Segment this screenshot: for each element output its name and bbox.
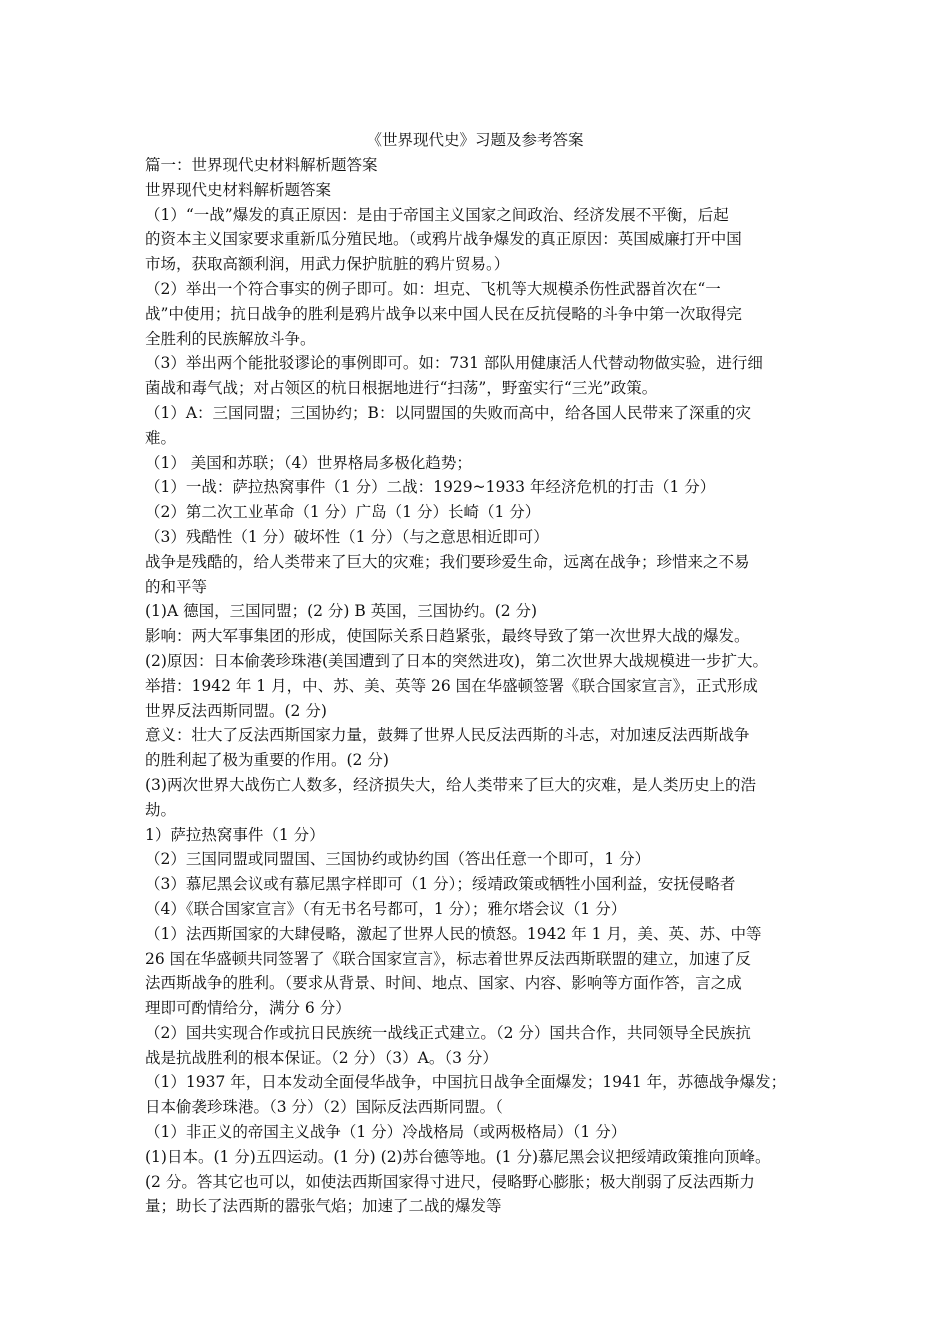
document-title: 《世界现代史》习题及参考答案 <box>366 131 584 149</box>
text-line: 26 国在华盛顿共同签署了《联合国家宣言》，标志着世界反法西斯联盟的建立，加速了反 <box>145 949 751 968</box>
text-line: 战”中使用；抗日战争的胜利是鸦片战争以来中国人民在反抗侵略的斗争中第一次取得完 <box>145 304 742 323</box>
text-line: 的和平等 <box>145 577 208 596</box>
text-line: （2）国共实现合作或抗日民族统一战线正式建立。（2 分）国共合作，共同领导全民族抗 <box>145 1023 751 1042</box>
text-line: （1）A：三国同盟；三国协约；B：以同盟国的失败而高中，给各国人民带来了深重的灾 <box>145 403 751 422</box>
text-line: 篇一：世界现代史材料解析题答案 <box>145 156 378 174</box>
text-line: （1）一战：萨拉热窝事件（1 分）二战：1929~1933 年经济危机的打击（1 分） <box>145 478 716 497</box>
text-line: (2)原因：日本偷袭珍珠港(美国遭到了日本的突然进攻)，第二次世界大战规模进一步扩大。 <box>145 651 769 670</box>
text-line: 世界反法西斯同盟。(2 分) <box>145 701 327 720</box>
text-line: 的资本主义国家要求重新瓜分殖民地。（或鸦片战争爆发的真正原因：英国威廉打开中国 <box>145 230 742 249</box>
text-line: 的胜利起了极为重要的作用。(2 分) <box>145 751 389 770</box>
text-line: 举措：1942 年 1 月，中、苏、美、英等 26 国在华盛顿签署《联合国家宣言》，正式形成 <box>145 676 758 695</box>
text-line: （1） 美国和苏联；（4）世界格局多极化趋势； <box>145 453 472 472</box>
text-line: (1)A 德国，三国同盟；(2 分) B 英国，三国协约。(2 分) <box>145 602 538 621</box>
text-line: 法西斯战争的胜利。（要求从背景、时间、地点、国家、内容、影响等方面作答，言之成 <box>145 974 742 993</box>
text-line: 劫。 <box>145 800 177 819</box>
text-line: （2）第二次工业革命（1 分）广岛（1 分）长崎（1 分） <box>145 503 541 522</box>
text-line: 战争是残酷的，给人类带来了巨大的灾难；我们要珍爱生命，远离在战争；珍惜来之不易 <box>145 552 750 571</box>
text-line: 1）萨拉热窝事件（1 分） <box>145 825 325 844</box>
text-line: （3）举出两个能批驳谬论的事例即可。如：731 部队用健康活人代替动物做实验，进行细 <box>145 354 763 373</box>
text-line: 理即可酌情给分，满分 6 分） <box>145 999 351 1018</box>
text-line: （4）《联合国家宣言》（有无书名号都可，1 分）；雅尔塔会议（1 分） <box>145 899 627 918</box>
text-line: (3)两次世界大战伤亡人数多，经济损失大，给人类带来了巨大的灾难，是人类历史上的浩 <box>145 775 756 794</box>
text-line: （3）残酷性（1 分）破坏性（1 分）（与之意思相近即可） <box>145 527 549 546</box>
text-line: (2 分。答其它也可以，如使法西斯国家得寸进尺，侵略野心膨胀；极大削弱了反法西斯力 <box>145 1172 755 1191</box>
document-body <box>145 153 812 1219</box>
text-line: （1）法西斯国家的大肆侵略，激起了世界人民的愤怒。1942 年 1 月，美、英、苏、中等 <box>145 924 762 943</box>
text-line: （3）慕尼黑会议或有慕尼黑字样即可（1 分）；绥靖政策或牺牲小国利益，安抚侵略者 <box>145 875 736 894</box>
text-line: 难。 <box>145 428 177 447</box>
text-line: （1）“一战”爆发的真正原因：是由于帝国主义国家之间政治、经济发展不平衡，后起 <box>145 205 729 224</box>
text-line: 意义：壮大了反法西斯国家力量，鼓舞了世界人民反法西斯的斗志，对加速反法西斯战争 <box>145 726 750 745</box>
text-line: (1)日本。(1 分)五四运动。(1 分) (2)苏台德等地。(1 分)慕尼黑会议把绥靖政策推向顶峰。 <box>145 1147 771 1166</box>
text-line: （1）非正义的帝国主义战争（1 分）冷战格局（或两极格局）（1 分） <box>145 1123 627 1142</box>
text-line: 菌战和毒气战；对占领区的杭日根据地进行“扫荡”，野蛮实行“三光”政策。 <box>145 379 658 398</box>
text-line: 日本偷袭珍珠港。（3 分）（2）国际反法西斯同盟。（ <box>145 1098 503 1117</box>
text-line: （1）1937 年，日本发动全面侵华战争，中国抗日战争全面爆发；1941 年，苏德战争爆发； <box>145 1073 787 1092</box>
text-line: （2）举出一个符合事实的例子即可。如：坦克、飞机等大规模杀伤性武器首次在“一 <box>145 279 721 298</box>
text-line: 市场，获取高额利润，用武力保护肮脏的鸦片贸易。） <box>145 255 510 274</box>
text-line: 世界现代史材料解析题答案 <box>145 180 332 199</box>
text-line: 影响：两大军事集团的形成，使国际关系日趋紧张，最终导致了第一次世界大战的爆发。 <box>145 627 750 646</box>
text-line: （2）三国同盟或同盟国、三国协约或协约国（答出任意一个即可，1 分） <box>145 850 651 869</box>
text-line: 量；助长了法西斯的嚣张气焰；加速了二战的爆发等 <box>145 1197 502 1216</box>
text-line: 战是抗战胜利的根本保证。（2 分）（3）A。（3 分） <box>145 1048 498 1067</box>
text-line: 全胜利的民族解放斗争。 <box>145 329 316 348</box>
